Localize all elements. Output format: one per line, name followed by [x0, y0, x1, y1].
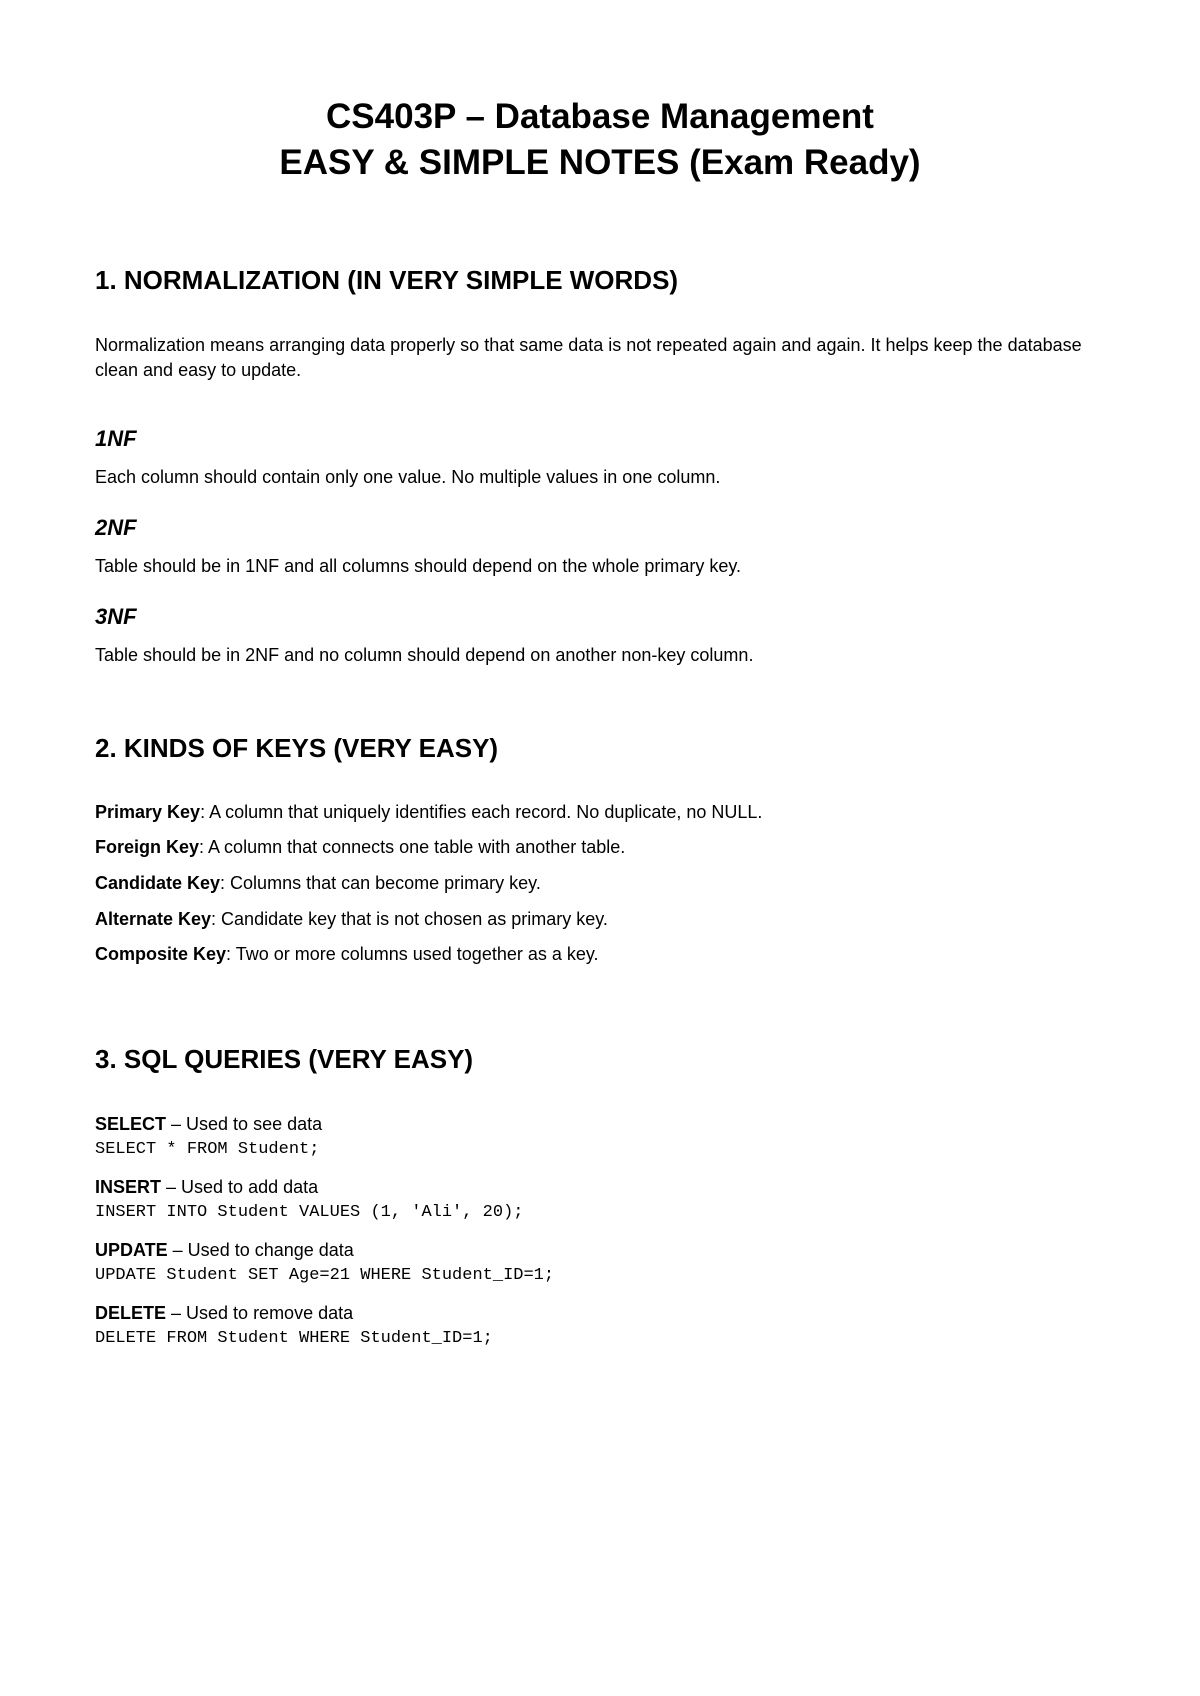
section-heading-normalization: 1. NORMALIZATION (IN VERY SIMPLE WORDS) [95, 265, 679, 295]
key-item-candidate [95, 871, 541, 896]
form-heading-3nf: 3NF [95, 604, 137, 629]
form-text-3nf: Table should be in 2NF and no column should depend on another non-key column. [95, 645, 754, 665]
sql-query-insert-heading [95, 1175, 318, 1199]
sql-command: SELECT [95, 1114, 167, 1134]
sql-code-insert: INSERT INTO Student VALUES (1, 'Ali', 20); [95, 1203, 524, 1222]
form-text-1nf: Each column should contain only one value. No multiple values in one column. [95, 467, 721, 487]
sql-command: INSERT [95, 1177, 162, 1197]
sql-code-delete: DELETE FROM Student WHERE Student_ID=1; [95, 1329, 493, 1348]
section-heading-sql: 3. SQL QUERIES (VERY EASY) [95, 1044, 474, 1074]
key-desc: : Columns that can become primary key. [220, 873, 541, 893]
key-desc: : Candidate key that is not chosen as primary key. [211, 909, 608, 929]
sql-query-delete-heading [95, 1301, 353, 1325]
section-heading-keys: 2. KINDS OF KEYS (VERY EASY) [95, 733, 499, 763]
sql-query-update-heading [95, 1238, 354, 1262]
normalization-intro: Normalization means arranging data properly so that same data is not repeated again and again. It helps keep the database clean and easy to update. [95, 335, 1082, 380]
key-desc: : Two or more columns used together as a key. [226, 944, 599, 964]
key-item-primary [95, 800, 762, 825]
key-item-alternate [95, 907, 608, 932]
form-text-2nf: Table should be in 1NF and all columns should depend on the whole primary key. [95, 556, 742, 576]
sql-code-select: SELECT * FROM Student; [95, 1140, 320, 1159]
sql-command: UPDATE [95, 1240, 168, 1260]
key-term: Composite Key [95, 944, 227, 964]
key-item-composite [95, 942, 599, 967]
sql-command: DELETE [95, 1303, 167, 1323]
key-term: Alternate Key [95, 909, 212, 929]
sql-desc: – Used to remove data [166, 1303, 354, 1323]
key-item-foreign [95, 835, 625, 860]
document-title: CS403P – Database Management [326, 97, 874, 136]
key-term: Primary Key [95, 802, 201, 822]
sql-desc: – Used to add data [161, 1177, 319, 1197]
key-desc: : A column that uniquely identifies each record. No duplicate, no NULL. [200, 802, 763, 822]
sql-desc: – Used to change data [167, 1240, 354, 1260]
sql-code-update: UPDATE Student SET Age=21 WHERE Student_ID=1; [95, 1266, 555, 1285]
key-term: Foreign Key [95, 837, 200, 857]
key-desc: : A column that connects one table with another table. [199, 837, 626, 857]
document-subtitle: EASY & SIMPLE NOTES (Exam Ready) [279, 143, 921, 182]
form-heading-1nf: 1NF [95, 426, 137, 451]
sql-query-select-heading [95, 1112, 322, 1136]
sql-desc: – Used to see data [166, 1114, 323, 1134]
form-heading-2nf: 2NF [95, 515, 137, 540]
key-term: Candidate Key [95, 873, 221, 893]
